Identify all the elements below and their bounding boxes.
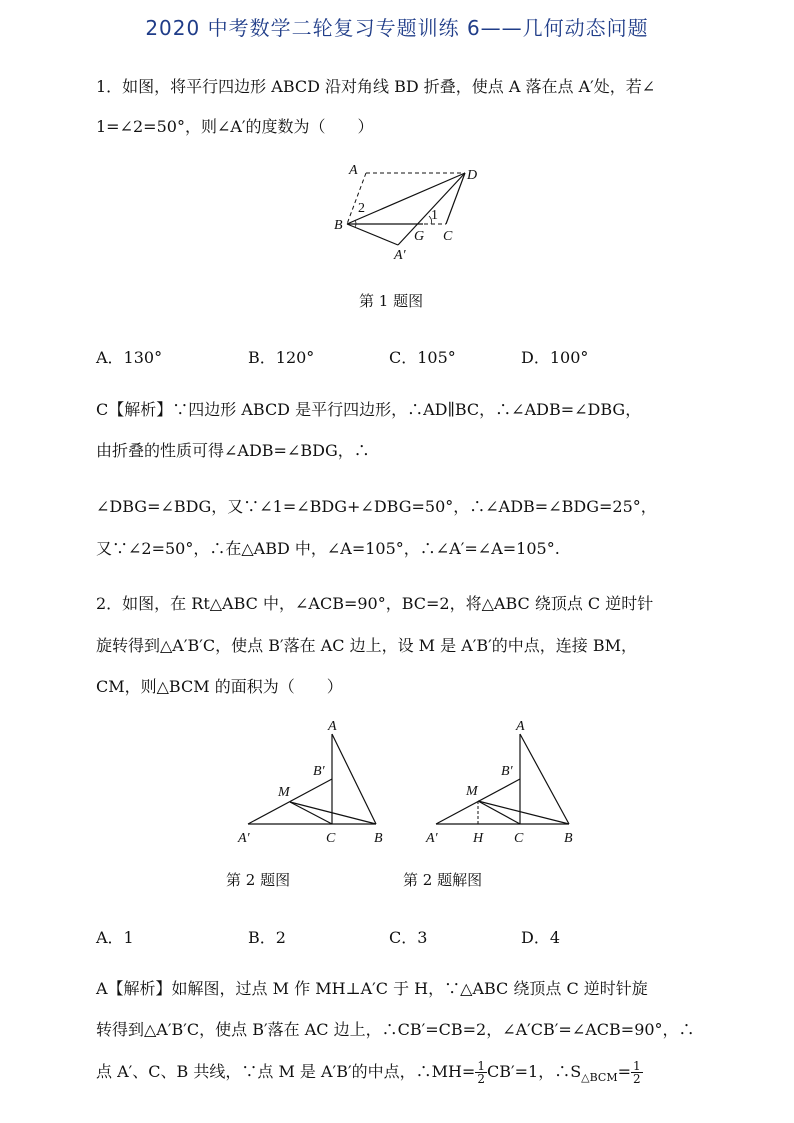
q1-label-B: B <box>334 218 343 233</box>
q1-option-d: D．100° <box>521 348 589 367</box>
q1-solution-line3: ∠DBG=∠BDG，又∵∠1=∠BDG+∠DBG=50°，∴∠ADB=∠BDG=25°， <box>96 497 657 516</box>
q2-stem-line1: 2．如图，在 Rt△ABC 中，∠ACB=90°，BC=2，将△ABC 绕顶点 C 逆时针 <box>96 594 654 613</box>
q1-label-1: 1 <box>431 208 438 223</box>
q1-label-C: C <box>443 229 453 244</box>
q2l-label-B: B <box>374 831 383 846</box>
q1-solution-line1: C【解析】∵四边形 ABCD 是平行四边形，∴AD∥BC，∴∠ADB=∠DBG， <box>96 400 642 419</box>
q1-label-G: G <box>414 229 425 244</box>
q2r-label-A: A <box>516 719 525 734</box>
q2r-label-B: B <box>564 831 573 846</box>
q2-solution-line1: A【解析】如解图，过点 M 作 MH⊥A′C 于 H，∵△ABC 绕顶点 C 逆时针旋 <box>96 979 648 998</box>
q2-fraction-1-num: 1 <box>477 1059 485 1073</box>
q1-solution-line4: 又∵∠2=50°，∴在△ABD 中，∠A=105°，∴∠A′=∠A=105°. <box>96 539 560 558</box>
q2-option-b: B．2 <box>248 928 286 947</box>
q1-stem-line1: 1．如图，将平行四边形 ABCD 沿对角线 BD 折叠，使点 A 落在点 A′处，若∠ <box>96 77 656 96</box>
q1-option-b: B．120° <box>248 348 315 367</box>
q2-fraction-2-den: 2 <box>633 1072 641 1086</box>
q2l-edge-AB <box>332 734 376 824</box>
q2l-label-B-prime: B′ <box>313 764 325 779</box>
q2r-label-M: M <box>466 784 478 799</box>
q2r-edge-MC <box>478 801 520 824</box>
q2l-label-C: C <box>326 831 336 846</box>
q1-edge-BD <box>347 173 465 224</box>
q2l-label-A: A <box>328 719 337 734</box>
q2l-label-M: M <box>278 785 290 800</box>
q2r-label-B-prime: B′ <box>501 764 513 779</box>
q2-options <box>96 925 706 948</box>
q2-area-subscript: △BCM <box>581 1071 618 1085</box>
q2-figure-left <box>234 714 394 850</box>
q1-edge-BA-prime <box>347 224 398 245</box>
q2-solution-line3-part-b: CB′=1，∴S <box>486 1062 582 1081</box>
q1-option-a: A．130° <box>96 348 163 367</box>
q2r-label-H: H <box>473 831 484 846</box>
q1-label-2: 2 <box>358 201 365 216</box>
q1-figure <box>330 158 490 266</box>
q2l-label-A-prime: A′ <box>238 831 250 846</box>
q2l-edge-MB <box>290 802 376 824</box>
q2-fraction-1 <box>475 1060 487 1085</box>
q2-fraction-1-den: 2 <box>477 1072 485 1086</box>
q1-solution-line2: 由折叠的性质可得∠ADB=∠BDG，∴ <box>96 441 370 460</box>
q2-option-d: D．4 <box>521 928 561 947</box>
q2-solution-line3-part-c: = <box>617 1062 631 1081</box>
q2r-edge-MB <box>478 801 569 824</box>
q1-label-D: D <box>467 168 478 183</box>
q2-solution-line3-part-a: 点 A′、C、B 共线，∵点 M 是 A′B′的中点，∴MH= <box>96 1062 476 1081</box>
q2r-label-C: C <box>514 831 524 846</box>
q2-stem-line2: 旋转得到△A′B′C，使点 B′落在 AC 边上，设 M 是 A′B′的中点，连接 BM， <box>96 636 638 655</box>
q2r-label-A-prime: A′ <box>426 831 438 846</box>
q2-fraction-2 <box>631 1060 643 1085</box>
q2-solution-line2: 转得到△A′B′C，使点 B′落在 AC 边上，∴CB′=CB=2，∠A′CB′=∠ACB=90°，∴ <box>96 1020 695 1039</box>
q2-figure-right <box>422 714 592 850</box>
q2-option-c: C．3 <box>389 928 428 947</box>
q2-option-a: A．1 <box>96 928 134 947</box>
q2-caption-left: 第 2 题图 <box>226 871 291 889</box>
q1-option-c: C．105° <box>389 348 456 367</box>
q1-options <box>96 345 706 368</box>
q1-edge-CD <box>446 173 465 224</box>
q1-edge-AB <box>347 173 366 224</box>
q2r-edge-AB <box>520 734 569 824</box>
page-title: 2020 中考数学二轮复习专题训练 6——几何动态问题 <box>145 16 649 40</box>
q2l-edge-MC <box>290 802 332 824</box>
q1-label-A-prime: A′ <box>394 248 406 263</box>
q1-caption: 第 1 题图 <box>359 292 424 310</box>
q1-label-A: A <box>349 163 358 178</box>
q2-stem-line3: CM，则△BCM 的面积为（ ） <box>96 677 343 696</box>
q2-fraction-2-num: 1 <box>633 1059 641 1073</box>
q2-solution-line3 <box>96 1055 706 1095</box>
q2-caption-right: 第 2 题解图 <box>403 871 483 889</box>
q1-stem-line2: 1=∠2=50°，则∠A′的度数为（ ） <box>96 117 374 136</box>
